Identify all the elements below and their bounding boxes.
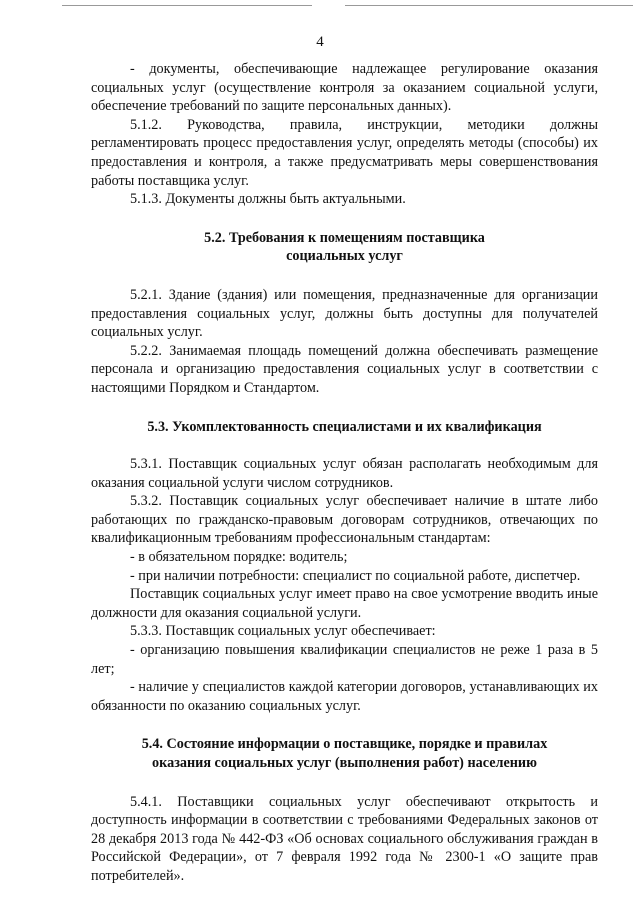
paragraph-5-3-1: 5.3.1. Поставщик социальных услуг обязан располагать необходимым для оказания социальной услуги числом сотрудников. bbox=[91, 456, 598, 491]
paragraph: - документы, обеспечивающие надлежащее регулирование оказания социальных услуг (осуществление контроля за оказанием социальной услуги, обеспечение требований по защите персональных данных). bbox=[91, 61, 598, 115]
paragraph-5-3-2: 5.3.2. Поставщик социальных услуг обеспечивает наличие в штате либо работающих по гражданско-правовым договорам сотрудников, отвечающих по квалификационным требованиям профессиональным стандартам: bbox=[91, 493, 598, 547]
paragraph-5-2-1: 5.2.1. Здание (здания) или помещения, предназначенные для организации предоставления социальных услуг, должны быть доступны для получателей социальных услуг. bbox=[91, 286, 598, 341]
paragraph-5-2-2: 5.2.2. Занимаемая площадь помещений должна обеспечивать размещение персонала и организацию предоставления социальных услуг в соответствии с настоящими Порядком и Стандартом. bbox=[91, 342, 598, 396]
scan-edge-line bbox=[62, 5, 312, 6]
document-body bbox=[91, 60, 598, 886]
heading-line: 5.3. Укомплектованность специалистами и их квалификация bbox=[147, 418, 542, 435]
paragraph: Поставщик социальных услуг имеет право на свое усмотрение вводить иные должности для оказания социальной услуги. bbox=[91, 586, 598, 621]
heading-line: оказания социальных услуг (выполнения работ) населению bbox=[152, 755, 537, 771]
heading-line: социальных услуг bbox=[286, 248, 403, 265]
heading-5-4 bbox=[91, 735, 598, 772]
list-item: - наличие у специалистов каждой категории договоров, устанавливающих их обязанности по оказанию социальных услуг. bbox=[91, 679, 598, 714]
paragraph-5-3-3: 5.3.3. Поставщик социальных услуг обеспечивает: bbox=[130, 623, 436, 640]
list-item: - при наличии потребности: специалист по социальной работе, диспетчер. bbox=[130, 567, 581, 584]
heading-5-2 bbox=[91, 229, 598, 266]
paragraph-5-1-3: 5.1.3. Документы должны быть актуальными. bbox=[130, 191, 406, 208]
scan-edge-line bbox=[345, 5, 633, 6]
paragraph-5-4-1: 5.4.1. Поставщики социальных услуг обеспечивают открытость и доступность информации в соответствии с требованиями Федеральных законов от 28 декабря 2013 года № 442-ФЗ «Об основах социального обслуживания граждан в Российской Федерации», от 7 февраля 1992 года № 2300-1 «О защите прав потребителей». bbox=[91, 793, 598, 884]
list-item: - в обязательном порядке: водитель; bbox=[130, 549, 348, 566]
page-number: 4 bbox=[316, 34, 324, 50]
heading-line: 5.2. Требования к помещениям поставщика bbox=[204, 229, 485, 246]
paragraph-5-1-2: 5.1.2. Руководства, правила, инструкции, методики должны регламентировать процесс предоставления услуг, определять методы (способы) их предоставления и контроля, а также предусматривать меры совершенствования работы поставщика услуг. bbox=[91, 116, 598, 189]
heading-line: 5.4. Состояние информации о поставщике, порядке и правилах bbox=[141, 736, 548, 753]
list-item: - организацию повышения квалификации специалистов не реже 1 раза в 5 лет; bbox=[91, 642, 598, 677]
heading-5-3 bbox=[91, 418, 598, 437]
